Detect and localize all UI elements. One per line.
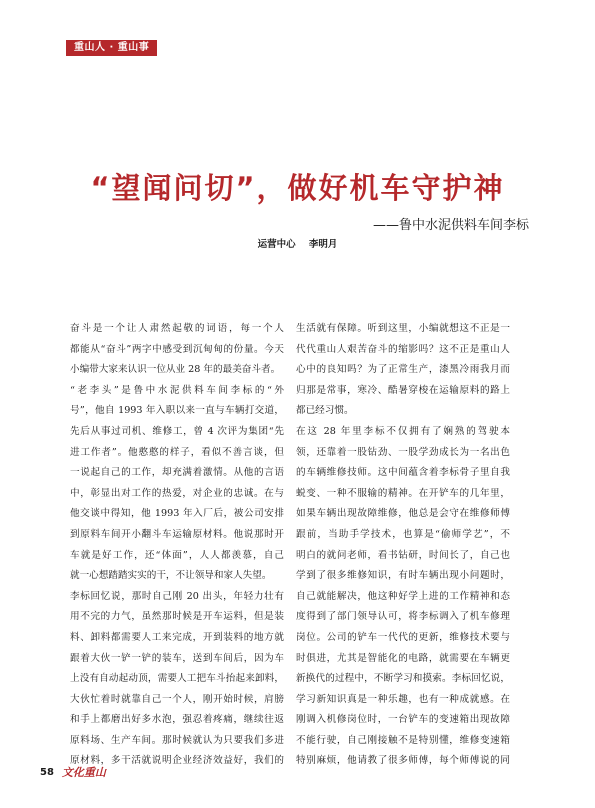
text-line: 李标回忆说，那时自己刚 20 出头，年轻力壮有 — [70, 590, 284, 602]
text-line: 蜕变、一种不服输的精神。在开铲车的几年里， — [296, 487, 510, 499]
text-line: 自己就能解决，他这种好学上进的工作精神和态 — [296, 590, 510, 602]
text-line: 新换代的过程中，不断学习和摸索。李标回忆说， — [296, 673, 510, 685]
text-line: 原料场、生产车间。那时候就认为只要我们多进 — [70, 734, 284, 746]
text-line: 用不完的力气，虽然那时候是开车运料，但是装 — [70, 611, 284, 623]
text-line: 不能行驶，自己刚接触不是特别懂，维修变速箱 — [296, 734, 510, 746]
page-number: 58 — [40, 766, 54, 778]
text-line: 明白的就问老师，看书钻研，时间长了，自己也 — [296, 549, 510, 561]
text-line: 他交谈中得知，他 1993 年入厂后，被公司安排 — [70, 508, 284, 520]
text-line: 都已经习惯。 — [296, 405, 354, 417]
text-line: “老李头”是鲁中水泥供料车间李标的“外 — [70, 384, 284, 396]
magazine-logo: 文化重山 — [61, 766, 106, 779]
text-line: 岗位。公司的铲车一代代的更新，维修技术要与 — [296, 631, 510, 643]
section-tag: 重山人 · 重山事 — [66, 40, 157, 56]
text-line: 代代重山人艰苦奋斗的缩影吗？这不正是重山人 — [296, 343, 510, 355]
text-line: 在这 28 年里李标不仅拥有了娴熟的驾驶本 — [296, 425, 510, 437]
text-line: 刚调入机修岗位时，一台铲车的变速箱出现故障 — [296, 714, 510, 726]
text-line: 跟前，当助手学技术，也算是“偷师学艺”，不 — [296, 528, 510, 540]
text-line: 原材料，多干活就说明企业经济效益好，我们的 — [70, 755, 284, 767]
text-line: 时俱进，尤其是智能化的电路，就需要在车辆更 — [296, 652, 510, 664]
byline: 运营中心 李明月 — [257, 239, 338, 250]
text-line: 领，还靠着一股钻劲、一股学劲成长为一名出色 — [296, 446, 510, 458]
text-line: 进工作者”。他憨憨的样子，看似不善言谈，但 — [70, 446, 284, 458]
text-line: 车就是好工作，还“体面”，人人都羡慕，自己 — [70, 549, 284, 561]
text-line: 上没有自动起动顶，需要人工把车斗抬起来卸料， — [70, 673, 284, 685]
text-line: 到原料车间开小翻斗车运输原材料。他说那时开 — [70, 528, 284, 540]
text-line: 心中的良知吗？为了正常生产，漆黑冷雨我月而 — [296, 364, 510, 376]
page-footer — [40, 764, 106, 780]
text-line: 学习新知识真是一种乐趣，也有一种成就感。在 — [296, 693, 510, 705]
text-line: 度得到了部门领导认可，将李标调入了机车修理 — [296, 611, 510, 623]
text-line: 料、卸料都需要人工来完成，开到装料的地方就 — [70, 631, 284, 643]
text-line: 大伙忙着时就靠自己一个人，刚开始时候，肩膀 — [70, 693, 284, 705]
text-line: 生活就有保障。听到这里，小编就想这不正是一 — [296, 323, 510, 334]
right-column — [296, 319, 510, 772]
text-line: 奋斗是一个让人肃然起敬的词语，每一个人 — [70, 323, 284, 334]
text-line: 小编带大家来认识一位从业 28 年的最美奋斗者。 — [70, 364, 281, 376]
text-line: 先后从事过司机、维修工，曾 4 次评为集团“先 — [70, 425, 284, 437]
text-line: 中，彰显出对工作的热爱，对企业的忠诚。在与 — [70, 487, 284, 499]
text-line: 特别麻烦，他请教了很多师傅，每个师傅说的同 — [296, 755, 510, 767]
text-line: 学到了很多维修知识，有时车辆出现小问题时， — [296, 570, 510, 582]
article-subtitle: ——鲁中水泥供料车间李标 — [372, 218, 529, 233]
text-line: 就一心想踏踏实实的干，不让领导和家人失望。 — [70, 570, 272, 582]
text-line: 跟着大伙一铲一铲的装车，送到车间后，因为车 — [70, 652, 284, 664]
article-title: “望闻问切”，做好机车守护神 — [90, 171, 505, 205]
text-line: 如果车辆出现故障维修，他总是会守在维修师傅 — [296, 508, 510, 520]
text-line: 归那是常事，寒冷、酷暑穿梭在运输原料的路上 — [296, 384, 510, 396]
text-line: 号”，他自 1993 年入职以来一直与车辆打交道， — [70, 405, 284, 417]
left-column — [70, 319, 284, 772]
text-line: 一说起自己的工作，却充满着激情。从他的言语 — [70, 467, 284, 479]
text-line: 都能从“奋斗”两字中感受到沉甸甸的份量。今天 — [70, 343, 284, 355]
text-line: 和手上都磨出好多水泡，强忍着疼痛，继续往返 — [70, 714, 284, 726]
text-line: 的车辆维修技师。这中间蕴含着李标骨子里自我 — [296, 467, 510, 479]
